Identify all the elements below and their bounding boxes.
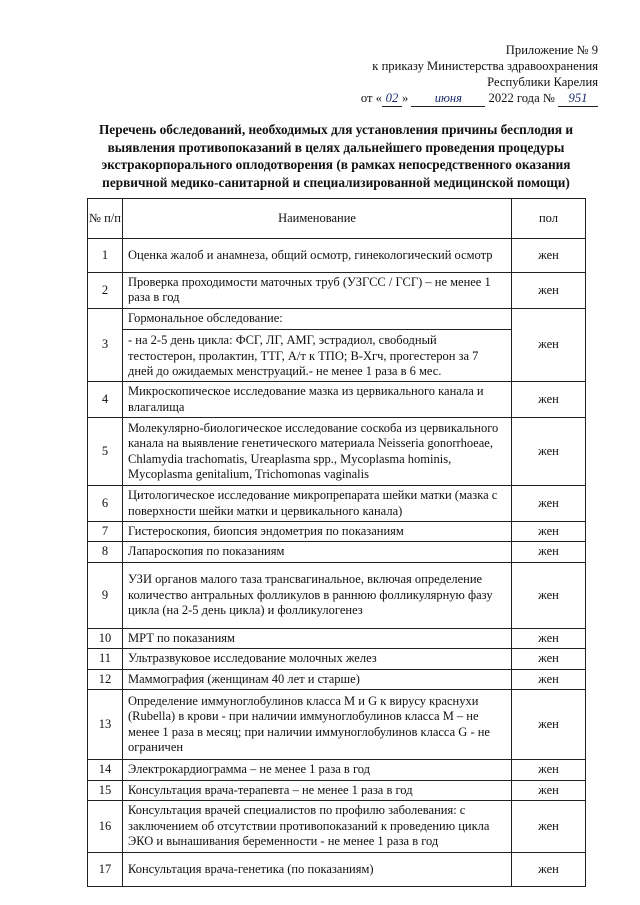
table-row <box>88 780 586 800</box>
row-number: 4 <box>88 382 123 418</box>
order-reference: к приказу Министерства здравоохранения <box>372 59 598 73</box>
row-name: Маммография (женщинам 40 лет и старше) <box>123 669 512 689</box>
row-sex: жен <box>512 760 586 780</box>
row-sex: жен <box>512 382 586 418</box>
row-sex: жен <box>512 800 586 852</box>
order-year: 2022 года № <box>488 91 555 105</box>
table-row <box>88 669 586 689</box>
row-subheading: Гормональное обследование: <box>123 309 511 330</box>
column-header-sex: пол <box>512 199 586 239</box>
row-number: 17 <box>88 852 123 886</box>
table-row <box>88 800 586 852</box>
order-date-line <box>361 90 598 107</box>
document-title: Перечень обследований, необходимых для установления причины бесплодия и выявления противопоказаний в целях дальнейшего проведения процедуры экстракорпорального оплодотворения (в рамках непосредственного оказания первичной медико-санитарной и специализированной медицинской помощи) <box>98 122 574 190</box>
row-number: 8 <box>88 542 123 562</box>
row-sex: жен <box>512 239 586 273</box>
row-name: Проверка проходимости маточных труб (УЗГСС / ГСГ) – не менее 1 раза в год <box>123 273 512 309</box>
table-header-row <box>88 199 586 239</box>
row-number: 3 <box>88 308 123 382</box>
row-name: Молекулярно-биологическое исследование соскоба из цервикального канала на выявление генетического материала Neisseria gonorrhoeae, Chlamydia trachomatis, Ureaplasma spp., Mycoplasma hominis, Mycoplasma genitalium, Trichomonas vaginalis <box>123 418 512 486</box>
row-number: 10 <box>88 628 123 648</box>
appendix-label: Приложение № 9 <box>505 43 598 57</box>
row-name: Микроскопическое исследование мазка из цервикального канала и влагалища <box>123 382 512 418</box>
row-number: 9 <box>88 562 123 628</box>
handwritten-day: 02 <box>382 90 402 107</box>
row-name: Консультация врачей специалистов по профилю заболевания: с заключением об отсутствии противопоказаний к проведению цикла ЭКО и вынашивания беременности - не менее 1 раза в год <box>123 800 512 852</box>
row-sex: жен <box>512 418 586 486</box>
row-number: 2 <box>88 273 123 309</box>
table-row <box>88 308 586 382</box>
row-sex: жен <box>512 852 586 886</box>
row-sex: жен <box>512 308 586 382</box>
row-name: Консультация врача-терапевта – не менее 1 раза в год <box>123 780 512 800</box>
row-subtext: - на 2-5 день цикла: ФСГ, ЛГ, АМГ, эстрадиол, свободный тестостерон, пролактин, ТТГ, А/т к ТПО; В-Хгч, прогестерон за 7 дней до ожидаемых менструаций.- не менее 1 раза в 6 мес. <box>128 333 479 379</box>
table-row <box>88 522 586 542</box>
row-number: 14 <box>88 760 123 780</box>
row-sex: жен <box>512 486 586 522</box>
row-name: Определение иммуноглобулинов класса М и G к вирусу краснухи (Rubella) в крови - при наличии иммуноглобулинов класса М – не менее 1 раза в месяц; при наличии иммуноглобулинов класса G - не ограничен <box>123 690 512 760</box>
row-sex: жен <box>512 562 586 628</box>
table-row <box>88 239 586 273</box>
table-row <box>88 562 586 628</box>
table-row <box>88 690 586 760</box>
handwritten-order-number: 951 <box>558 90 598 107</box>
date-prefix: от « <box>360 91 382 105</box>
row-number: 11 <box>88 649 123 669</box>
row-name: Цитологическое исследование микропрепарата шейки матки (мазка с поверхности шейки матки и цервикального канала) <box>123 486 512 522</box>
column-header-number: № п/п <box>88 199 123 239</box>
table-row <box>88 852 586 886</box>
row-name: Консультация врача-генетика (по показаниям) <box>123 852 512 886</box>
table-body <box>88 239 586 887</box>
row-number: 16 <box>88 800 123 852</box>
row-number: 6 <box>88 486 123 522</box>
row-sex: жен <box>512 669 586 689</box>
date-separator: » <box>401 91 409 105</box>
row-sex: жен <box>512 690 586 760</box>
table-row <box>88 418 586 486</box>
row-name <box>123 308 512 382</box>
document-header <box>361 42 598 107</box>
examinations-table <box>87 198 586 887</box>
row-name: Электрокардиограмма – не менее 1 раза в год <box>123 760 512 780</box>
row-number: 5 <box>88 418 123 486</box>
row-number: 15 <box>88 780 123 800</box>
row-number: 12 <box>88 669 123 689</box>
row-sex: жен <box>512 649 586 669</box>
table-row <box>88 628 586 648</box>
row-sex: жен <box>512 780 586 800</box>
row-number: 13 <box>88 690 123 760</box>
table-row <box>88 760 586 780</box>
row-name: УЗИ органов малого таза трансвагинальное, включая определение количество антральных фолликулов в раннюю фолликулярную фазу цикла (на 2-5 день цикла) и фолликулогенез <box>123 562 512 628</box>
row-name: МРТ по показаниям <box>123 628 512 648</box>
table-row <box>88 382 586 418</box>
row-sex: жен <box>512 273 586 309</box>
table-row <box>88 649 586 669</box>
republic-name: Республики Карелия <box>487 75 598 89</box>
row-sex: жен <box>512 628 586 648</box>
row-sex: жен <box>512 522 586 542</box>
table-row <box>88 542 586 562</box>
row-number: 7 <box>88 522 123 542</box>
row-name: Лапароскопия по показаниям <box>123 542 512 562</box>
row-sex: жен <box>512 542 586 562</box>
handwritten-month: июня <box>411 90 485 107</box>
row-name: Гистероскопия, биопсия эндометрия по показаниям <box>123 522 512 542</box>
row-number: 1 <box>88 239 123 273</box>
table-row <box>88 486 586 522</box>
column-header-name: Наименование <box>123 199 512 239</box>
table-row <box>88 273 586 309</box>
row-name: Ультразвуковое исследование молочных желез <box>123 649 512 669</box>
row-name: Оценка жалоб и анамнеза, общий осмотр, гинекологический осмотр <box>123 239 512 273</box>
